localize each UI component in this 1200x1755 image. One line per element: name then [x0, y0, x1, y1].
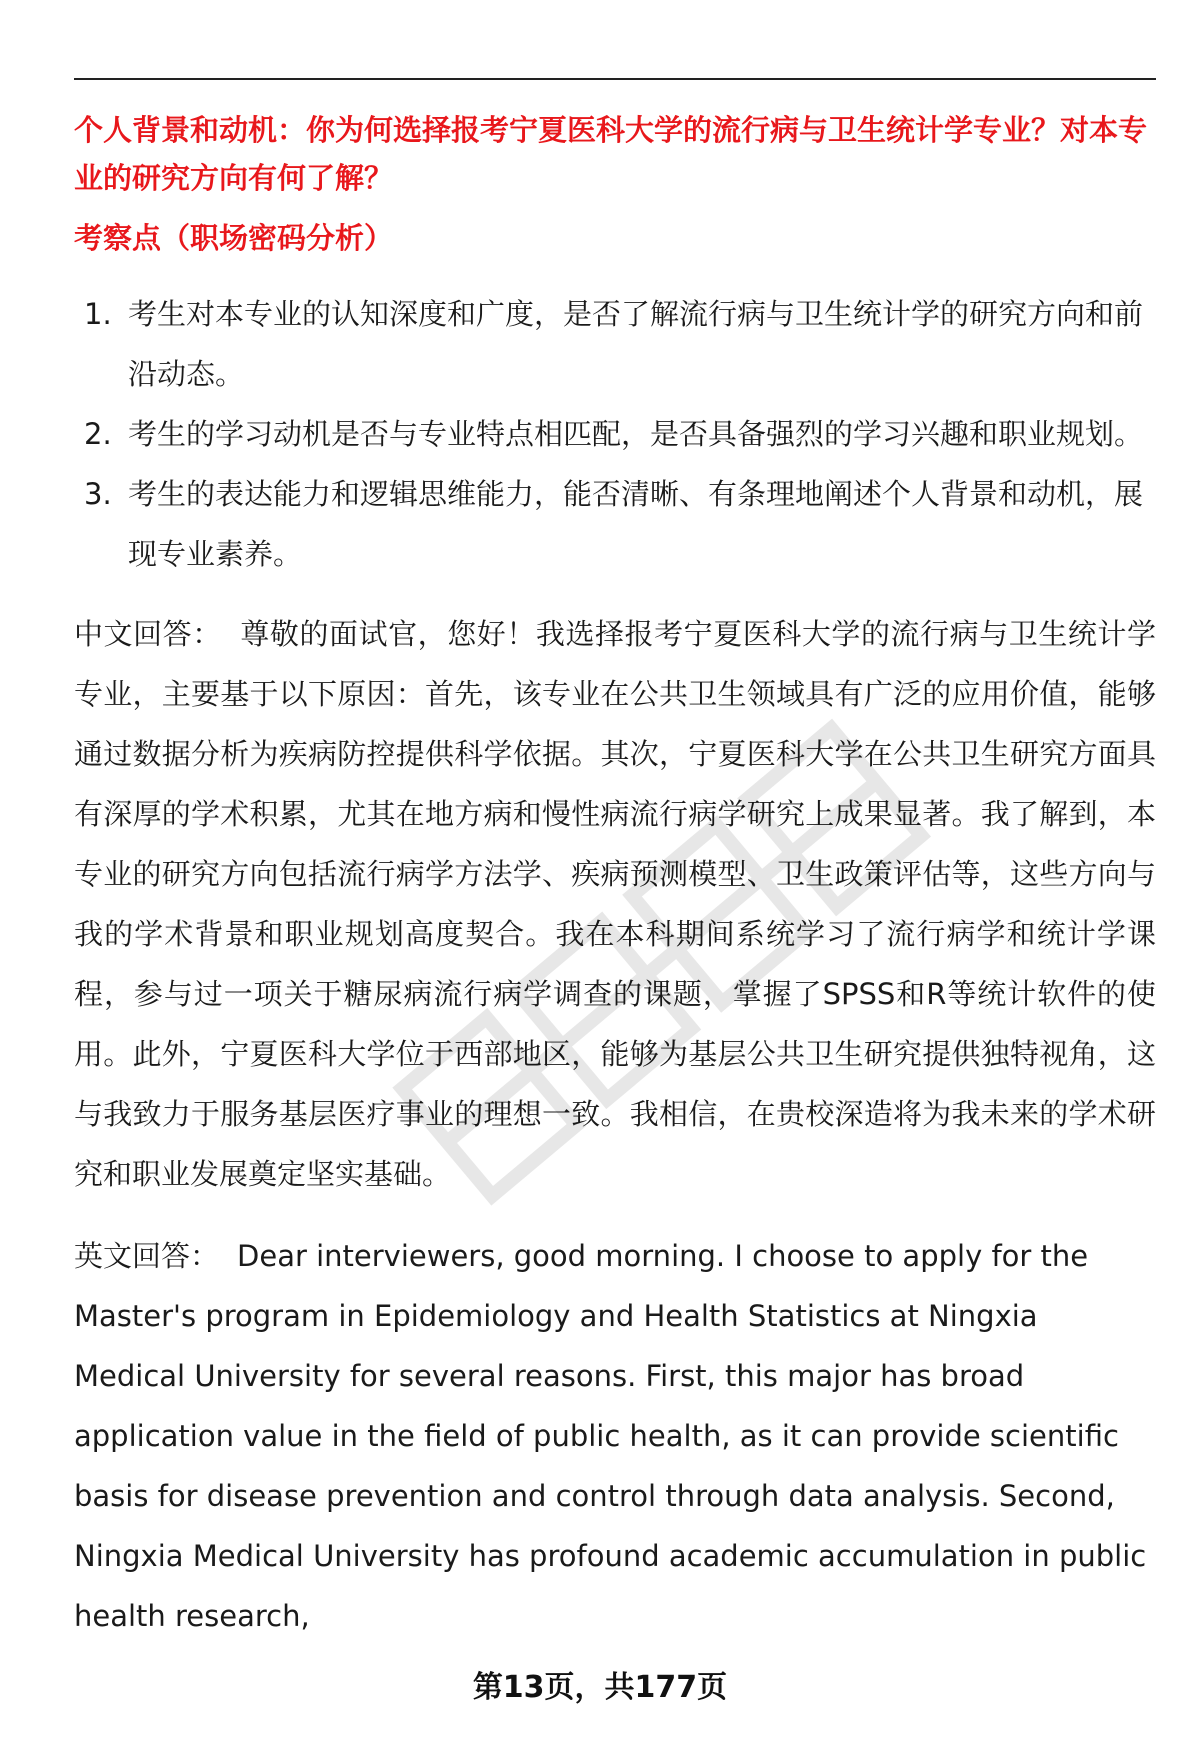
english-answer-text: Dear interviewers, good morning. I choose to apply for the Master's program in Epidemiology and Health Statistics at Ningxia Medical University for several reasons. First, this major has broad application value in the field of public health, as it can provide scientific basis for disease prevention and control through data analysis. Second, Ningxia Medical University has profound academic accumulation in public health research, [74, 1239, 1147, 1633]
english-answer-label: 英文回答： [74, 1239, 220, 1273]
english-answer-paragraph [74, 1226, 1156, 1646]
examination-points-title: 考察点（职场密码分析） [74, 221, 394, 255]
page-number-footer: 第13页，共177页 [472, 1670, 728, 1705]
list-item-number: 1. [84, 297, 112, 331]
list-item-number: 3. [84, 477, 112, 511]
chinese-answer-label: 中文回答： [74, 617, 222, 651]
list-item-text: 考生的学习动机是否与专业特点相匹配，是否具备强烈的学习兴趣和职业规划。 [128, 417, 1144, 451]
header-divider [74, 78, 1156, 80]
list-item-number: 2. [84, 417, 112, 451]
question-heading: 个人背景和动机：你为何选择报考宁夏医科大学的流行病与卫生统计学专业？对本专业的研究方向有何了解？ [74, 113, 1148, 195]
examination-points-list [74, 284, 1156, 584]
page-content [74, 106, 1156, 1646]
list-item [74, 464, 1156, 584]
chinese-answer-text: 尊敬的面试官，您好！我选择报考宁夏医科大学的流行病与卫生统计学专业，主要基于以下原因：首先，该专业在公共卫生领域具有广泛的应用价值，能够通过数据分析为疾病防控提供科学依据。其次，宁夏医科大学在公共卫生研究方面具有深厚的学术积累，尤其在地方病和慢性病流行病学研究上成果显著。我了解到，本专业的研究方向包括流行病学方法学、疾病预测模型、卫生政策评估等，这些方向与我的学术背景和职业规划高度契合。我在本科期间系统学习了流行病学和统计学课程，参与过一项关于糖尿病流行病学调查的课题，掌握了SPSS和R等统计软件的使用。此外，宁夏医科大学位于西部地区，能够为基层公共卫生研究提供独特视角，这与我致力于服务基层医疗事业的理想一致。我相信，在贵校深造将为我未来的学术研究和职业发展奠定坚实基础。 [74, 617, 1156, 1191]
list-item-text: 考生对本专业的认知深度和广度，是否了解流行病与卫生统计学的研究方向和前沿动态。 [128, 297, 1144, 391]
list-item [74, 284, 1156, 404]
list-item-text: 考生的表达能力和逻辑思维能力，能否清晰、有条理地阐述个人背景和动机，展现专业素养。 [128, 477, 1144, 571]
chinese-answer-paragraph [74, 604, 1156, 1204]
list-item [74, 404, 1156, 464]
